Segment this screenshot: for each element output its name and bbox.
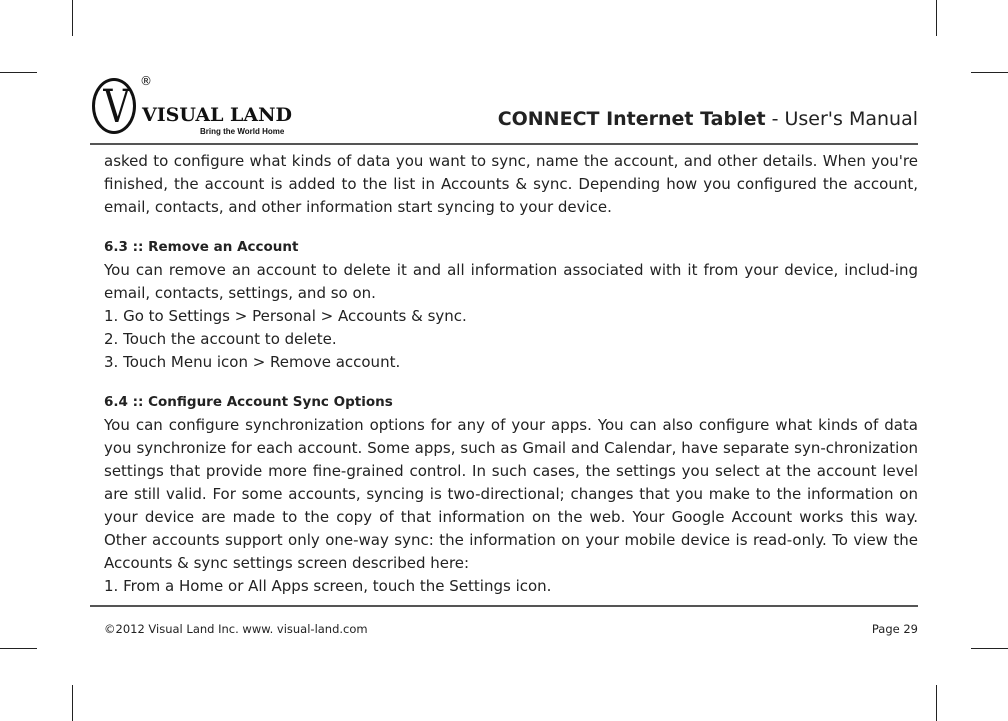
logo-tagline: Bring the World Home [200, 127, 285, 136]
section-paragraph: You can configure synchronization options for any of your apps. You can also configure what kinds of data you synchronize for each account. Some apps, such as Gmail and Calendar, have separate syn-chronization settings that provide more fine-grained control. In such cases, the settings you select at the account level are still valid. For some accounts, syncing is two-directional; changes that you make to the information on your device are made to the copy of that information on the web. Your Google Account works this way. Other accounts support only one-way sync: the information on your mobile device is read-only. To view the Accounts & sync settings screen described here: [104, 416, 918, 572]
intro-paragraph: asked to configure what kinds of data you want to sync, name the account, and other details. When you're finished, the account is added to the list in Accounts & sync. Depending how you configured the account, email, contacts, and other information start syncing to your device. [104, 152, 918, 216]
logo-mark: V [103, 79, 130, 133]
crop-mark [936, 0, 937, 36]
page-number: Page 29 [871, 622, 918, 636]
crop-mark [971, 72, 1008, 73]
step-item: 2. Touch the account to delete. [104, 330, 337, 348]
section-paragraph: You can remove an account to delete it and all information associated with it from your device, includ-ing email, contacts, settings, and so on. [104, 261, 918, 302]
crop-mark [0, 648, 37, 649]
crop-mark [936, 685, 937, 721]
document-body [104, 150, 918, 598]
crop-mark [0, 72, 37, 73]
crop-mark [72, 685, 73, 721]
page-title [498, 108, 918, 130]
step-item: 1. From a Home or All Apps screen, touch the Settings icon. [104, 577, 552, 595]
visual-land-logo [92, 74, 292, 138]
header-divider [90, 143, 918, 145]
crop-mark [72, 0, 73, 36]
footer-divider [90, 605, 918, 607]
footer-copyright: ©2012 Visual Land Inc. www. visual-land.com [104, 622, 368, 636]
logo-name: VISUAL LAND [142, 104, 292, 126]
crop-mark [971, 648, 1008, 649]
section-heading: 6.4 :: Configure Account Sync Options [104, 394, 393, 410]
section-heading: 6.3 :: Remove an Account [104, 239, 299, 255]
registered-mark: ® [140, 74, 152, 88]
title-suffix: - User's Manual [765, 108, 918, 130]
title-product: CONNECT Internet Tablet [497, 108, 766, 130]
step-item: 3. Touch Menu icon > Remove account. [104, 353, 401, 371]
step-item: 1. Go to Settings > Personal > Accounts & sync. [104, 307, 467, 325]
